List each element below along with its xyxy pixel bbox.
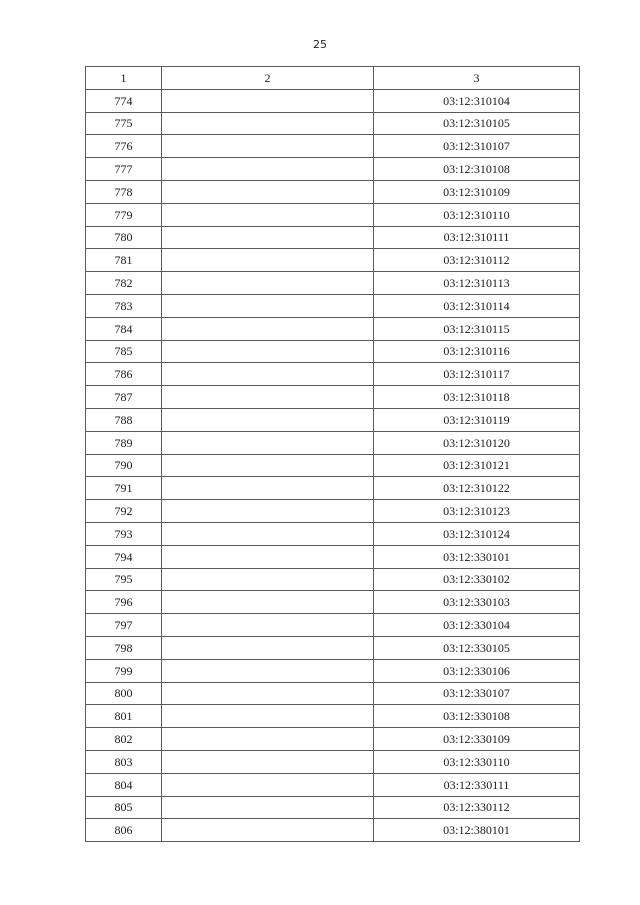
cadastral-code-cell: 03:12:310121 bbox=[374, 454, 580, 477]
cadastral-code-cell: 03:12:310120 bbox=[374, 431, 580, 454]
row-name-cell bbox=[162, 636, 374, 659]
row-name-cell bbox=[162, 431, 374, 454]
row-number-cell: 786 bbox=[86, 363, 162, 386]
column-header-1: 1 bbox=[86, 67, 162, 90]
table-row bbox=[86, 682, 580, 705]
cadastral-code-cell: 03:12:310107 bbox=[374, 135, 580, 158]
column-header-2: 2 bbox=[162, 67, 374, 90]
row-name-cell bbox=[162, 819, 374, 842]
cadastral-code-cell: 03:12:380101 bbox=[374, 819, 580, 842]
row-name-cell bbox=[162, 568, 374, 591]
row-name-cell bbox=[162, 796, 374, 819]
row-name-cell bbox=[162, 454, 374, 477]
cadastral-code-cell: 03:12:330109 bbox=[374, 728, 580, 751]
cadastral-code-cell: 03:12:310104 bbox=[374, 89, 580, 112]
table-row bbox=[86, 614, 580, 637]
row-name-cell bbox=[162, 135, 374, 158]
row-name-cell bbox=[162, 682, 374, 705]
table-row bbox=[86, 112, 580, 135]
column-header-3: 3 bbox=[374, 67, 580, 90]
cadastral-code-cell: 03:12:310108 bbox=[374, 158, 580, 181]
row-number-cell: 791 bbox=[86, 477, 162, 500]
row-number-cell: 779 bbox=[86, 203, 162, 226]
cadastral-code-cell: 03:12:330104 bbox=[374, 614, 580, 637]
cadastral-code-cell: 03:12:310105 bbox=[374, 112, 580, 135]
table-row bbox=[86, 773, 580, 796]
table-row bbox=[86, 158, 580, 181]
row-name-cell bbox=[162, 750, 374, 773]
row-number-cell: 805 bbox=[86, 796, 162, 819]
cadastral-code-cell: 03:12:330106 bbox=[374, 659, 580, 682]
cadastral-code-cell: 03:12:310115 bbox=[374, 317, 580, 340]
row-number-cell: 794 bbox=[86, 545, 162, 568]
row-number-cell: 774 bbox=[86, 89, 162, 112]
row-name-cell bbox=[162, 363, 374, 386]
row-name-cell bbox=[162, 249, 374, 272]
cadastral-code-cell: 03:12:310122 bbox=[374, 477, 580, 500]
row-number-cell: 775 bbox=[86, 112, 162, 135]
table-row bbox=[86, 659, 580, 682]
row-number-cell: 780 bbox=[86, 226, 162, 249]
table-row bbox=[86, 363, 580, 386]
row-number-cell: 782 bbox=[86, 272, 162, 295]
cadastral-code-cell: 03:12:330102 bbox=[374, 568, 580, 591]
row-name-cell bbox=[162, 180, 374, 203]
row-number-cell: 804 bbox=[86, 773, 162, 796]
row-number-cell: 803 bbox=[86, 750, 162, 773]
cadastral-code-cell: 03:12:310109 bbox=[374, 180, 580, 203]
row-name-cell bbox=[162, 158, 374, 181]
table-row bbox=[86, 272, 580, 295]
row-name-cell bbox=[162, 89, 374, 112]
row-name-cell bbox=[162, 659, 374, 682]
row-number-cell: 800 bbox=[86, 682, 162, 705]
row-number-cell: 790 bbox=[86, 454, 162, 477]
cadastral-code-cell: 03:12:310112 bbox=[374, 249, 580, 272]
cadastral-code-cell: 03:12:310111 bbox=[374, 226, 580, 249]
row-number-cell: 801 bbox=[86, 705, 162, 728]
cadastral-code-cell: 03:12:310117 bbox=[374, 363, 580, 386]
row-name-cell bbox=[162, 477, 374, 500]
table-row bbox=[86, 317, 580, 340]
cadastral-code-cell: 03:12:330111 bbox=[374, 773, 580, 796]
row-name-cell bbox=[162, 272, 374, 295]
cadastral-code-cell: 03:12:310116 bbox=[374, 340, 580, 363]
row-name-cell bbox=[162, 500, 374, 523]
table-row bbox=[86, 636, 580, 659]
table-row bbox=[86, 454, 580, 477]
row-number-cell: 802 bbox=[86, 728, 162, 751]
cadastral-code-cell: 03:12:330107 bbox=[374, 682, 580, 705]
row-name-cell bbox=[162, 614, 374, 637]
table-row bbox=[86, 203, 580, 226]
data-table bbox=[85, 66, 580, 842]
cadastral-code-cell: 03:12:310113 bbox=[374, 272, 580, 295]
row-number-cell: 793 bbox=[86, 522, 162, 545]
row-name-cell bbox=[162, 408, 374, 431]
row-number-cell: 797 bbox=[86, 614, 162, 637]
table-row bbox=[86, 728, 580, 751]
row-number-cell: 798 bbox=[86, 636, 162, 659]
table-row bbox=[86, 500, 580, 523]
table-row bbox=[86, 340, 580, 363]
table-row bbox=[86, 135, 580, 158]
row-number-cell: 778 bbox=[86, 180, 162, 203]
row-number-cell: 785 bbox=[86, 340, 162, 363]
table-row bbox=[86, 545, 580, 568]
table-row bbox=[86, 408, 580, 431]
table-row bbox=[86, 819, 580, 842]
row-number-cell: 799 bbox=[86, 659, 162, 682]
table-row bbox=[86, 750, 580, 773]
row-name-cell bbox=[162, 203, 374, 226]
cadastral-code-cell: 03:12:310124 bbox=[374, 522, 580, 545]
table-row bbox=[86, 705, 580, 728]
table-row bbox=[86, 386, 580, 409]
row-number-cell: 792 bbox=[86, 500, 162, 523]
row-number-cell: 787 bbox=[86, 386, 162, 409]
cadastral-code-cell: 03:12:330112 bbox=[374, 796, 580, 819]
row-name-cell bbox=[162, 294, 374, 317]
cadastral-code-cell: 03:12:310118 bbox=[374, 386, 580, 409]
row-name-cell bbox=[162, 340, 374, 363]
row-name-cell bbox=[162, 705, 374, 728]
table-row bbox=[86, 591, 580, 614]
row-number-cell: 776 bbox=[86, 135, 162, 158]
table-row bbox=[86, 249, 580, 272]
table-row bbox=[86, 226, 580, 249]
cadastral-code-cell: 03:12:330101 bbox=[374, 545, 580, 568]
row-number-cell: 795 bbox=[86, 568, 162, 591]
row-name-cell bbox=[162, 728, 374, 751]
table-row bbox=[86, 522, 580, 545]
table-row bbox=[86, 568, 580, 591]
cadastral-code-cell: 03:12:310110 bbox=[374, 203, 580, 226]
page-number: 25 bbox=[313, 38, 327, 51]
row-number-cell: 796 bbox=[86, 591, 162, 614]
row-name-cell bbox=[162, 591, 374, 614]
row-number-cell: 788 bbox=[86, 408, 162, 431]
row-name-cell bbox=[162, 522, 374, 545]
cadastral-code-cell: 03:12:330108 bbox=[374, 705, 580, 728]
table-row bbox=[86, 294, 580, 317]
table-row bbox=[86, 477, 580, 500]
table-header-row bbox=[86, 67, 580, 90]
cadastral-code-cell: 03:12:310123 bbox=[374, 500, 580, 523]
row-name-cell bbox=[162, 773, 374, 796]
row-name-cell bbox=[162, 317, 374, 340]
table-body bbox=[86, 89, 580, 841]
cadastral-code-cell: 03:12:310114 bbox=[374, 294, 580, 317]
row-number-cell: 783 bbox=[86, 294, 162, 317]
cadastral-code-cell: 03:12:310119 bbox=[374, 408, 580, 431]
table-row bbox=[86, 796, 580, 819]
table-row bbox=[86, 89, 580, 112]
row-name-cell bbox=[162, 226, 374, 249]
cadastral-code-cell: 03:12:330110 bbox=[374, 750, 580, 773]
cadastral-code-cell: 03:12:330105 bbox=[374, 636, 580, 659]
table-row bbox=[86, 431, 580, 454]
row-number-cell: 789 bbox=[86, 431, 162, 454]
cadastral-code-cell: 03:12:330103 bbox=[374, 591, 580, 614]
row-number-cell: 806 bbox=[86, 819, 162, 842]
row-name-cell bbox=[162, 112, 374, 135]
row-name-cell bbox=[162, 545, 374, 568]
row-name-cell bbox=[162, 386, 374, 409]
row-number-cell: 781 bbox=[86, 249, 162, 272]
table-row bbox=[86, 180, 580, 203]
row-number-cell: 777 bbox=[86, 158, 162, 181]
row-number-cell: 784 bbox=[86, 317, 162, 340]
